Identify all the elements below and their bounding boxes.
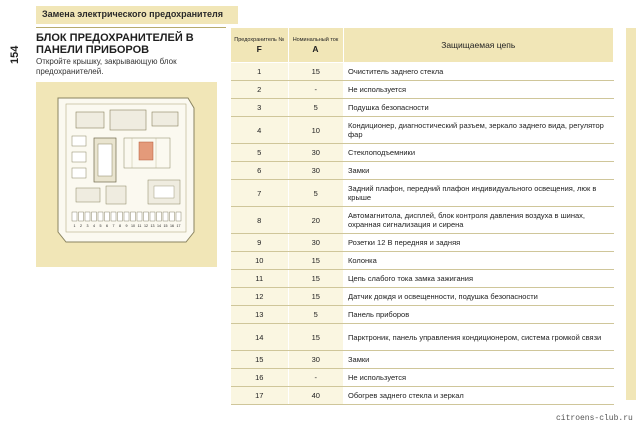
right-edge-stripe <box>626 28 636 400</box>
fuse-number: 6 <box>106 224 108 228</box>
connector-top-left <box>76 112 104 128</box>
fuse-number-cell: 16 <box>231 369 288 387</box>
fuse-slot <box>176 212 181 221</box>
table-row <box>231 63 614 81</box>
fuse-slot <box>105 212 110 221</box>
component-mid-left <box>76 188 100 202</box>
fuse-number: 8 <box>119 224 121 228</box>
component-mid-right-inner <box>154 186 174 198</box>
fuse-number: 14 <box>157 224 161 228</box>
fuse-number-header-unit: F <box>256 43 262 54</box>
rating-cell: 30 <box>288 162 343 180</box>
circuit-cell: Не используется <box>343 369 614 387</box>
fuse-number-cell: 13 <box>231 306 288 324</box>
fuse-number-cell: 3 <box>231 99 288 117</box>
fuse-slot <box>170 212 175 221</box>
table-row <box>231 207 614 234</box>
fuse-number-cell: 17 <box>231 387 288 405</box>
fuse-number: 9 <box>125 224 128 228</box>
circuit-cell: Кондиционер, диагностический разъем, зеркало заднего вида, регулятор фар <box>343 117 614 144</box>
rating-cell: 30 <box>288 144 343 162</box>
fuse-slot <box>137 212 142 221</box>
slot-left-1 <box>72 136 86 146</box>
fuse-number: 1 <box>73 224 76 228</box>
fuse-slot <box>111 212 116 221</box>
fuse-table-header <box>231 28 614 63</box>
table-row <box>231 351 614 369</box>
table-row <box>231 99 614 117</box>
connector-top-mid <box>110 110 146 130</box>
fuse-table <box>231 28 614 405</box>
slot-left-3 <box>72 168 86 178</box>
fuse-number: 2 <box>80 224 82 228</box>
fuse-number: 10 <box>131 224 135 228</box>
fuse-number: 4 <box>93 224 95 228</box>
section-description: Откройте крышку, закрывающую блок предохранителей. <box>36 57 177 76</box>
circuit-cell: Задний плафон, передний плафон индивидуального освещения, люк в крыше <box>343 180 614 207</box>
fuse-number: 3 <box>86 224 89 228</box>
fuse-number-header <box>231 28 288 63</box>
rating-cell: 15 <box>288 288 343 306</box>
circuit-cell: Подушка безопасности <box>343 99 614 117</box>
table-row <box>231 81 614 99</box>
section-title: БЛОК ПРЕДОХРАНИТЕЛЕЙ В ПАНЕЛИ ПРИБОРОВ <box>36 32 194 56</box>
page-number: 154 <box>9 45 21 65</box>
fuse-slot <box>85 212 90 221</box>
fuse-number-cell: 10 <box>231 252 288 270</box>
table-row <box>231 252 614 270</box>
fuse-number: 7 <box>112 224 115 228</box>
page-header <box>36 6 238 24</box>
circuit-cell: Розетки 12 В передняя и задняя <box>343 234 614 252</box>
rating-cell: 40 <box>288 387 343 405</box>
circuit-cell: Колонка <box>343 252 614 270</box>
fuse-number-cell: 1 <box>231 63 288 81</box>
header-divider <box>36 27 226 28</box>
fuse-number-cell: 14 <box>231 324 288 351</box>
circuit-cell: Очиститель заднего стекла <box>343 63 614 81</box>
rating-cell: 10 <box>288 117 343 144</box>
fuse-slot <box>118 212 123 221</box>
rating-header-label: Номинальный ток <box>292 36 339 43</box>
table-row <box>231 387 614 405</box>
fuse-slot <box>163 212 168 221</box>
fuse-row <box>72 212 181 221</box>
fuse-slot <box>79 212 84 221</box>
circuit-cell: Замки <box>343 162 614 180</box>
fuse-number-cell: 2 <box>231 81 288 99</box>
circuit-cell: Датчик дождя и освещенности, подушка безопасности <box>343 288 614 306</box>
rating-header <box>288 28 343 63</box>
slot-left-2 <box>72 152 86 162</box>
rating-cell: 5 <box>288 99 343 117</box>
connector-top-right <box>152 112 178 126</box>
fuse-number-cell: 4 <box>231 117 288 144</box>
table-row <box>231 270 614 288</box>
circuit-cell: Панель приборов <box>343 306 614 324</box>
page-header-title: Замена электрического предохранителя <box>42 9 223 19</box>
rating-cell: 30 <box>288 234 343 252</box>
protected-circuit-header: Защищаемая цепь <box>343 28 614 63</box>
table-row <box>231 180 614 207</box>
rating-cell: 5 <box>288 180 343 207</box>
fuse-number-cell: 7 <box>231 180 288 207</box>
table-row <box>231 324 614 351</box>
rating-cell: 15 <box>288 252 343 270</box>
fuse-slot <box>98 212 103 221</box>
rating-cell: 15 <box>288 324 343 351</box>
fuse-number: 11 <box>137 224 142 228</box>
circuit-cell: Автомагнитола, дисплей, блок контроля давления воздуха в шинах, охранная сигнализация и сирена <box>343 207 614 234</box>
rating-cell: - <box>288 369 343 387</box>
table-row <box>231 144 614 162</box>
fuse-number-cell: 5 <box>231 144 288 162</box>
circuit-cell: Цепь слабого тока замка зажигания <box>343 270 614 288</box>
fuse-number-cell: 15 <box>231 351 288 369</box>
circuit-cell: Обогрев заднего стекла и зеркал <box>343 387 614 405</box>
rating-cell: 20 <box>288 207 343 234</box>
table-row <box>231 288 614 306</box>
rating-cell: 15 <box>288 270 343 288</box>
fuse-number-cell: 6 <box>231 162 288 180</box>
fuse-number: 16 <box>170 224 174 228</box>
circuit-cell: Стеклоподъемники <box>343 144 614 162</box>
table-row <box>231 117 614 144</box>
rating-cell: 30 <box>288 351 343 369</box>
fuse-number: 12 <box>144 224 148 228</box>
circuit-cell: Замки <box>343 351 614 369</box>
fuse-slot <box>144 212 149 221</box>
circuit-cell: Парктроник, панель управления кондиционером, система громкой связи <box>343 324 614 351</box>
fuse-number-header-label: Предохранитель № <box>234 36 285 43</box>
rating-cell: 5 <box>288 306 343 324</box>
fuse-number-cell: 12 <box>231 288 288 306</box>
table-row <box>231 162 614 180</box>
table-row <box>231 369 614 387</box>
rating-header-unit: A <box>312 43 319 54</box>
rating-cell: 15 <box>288 63 343 81</box>
fuse-number: 5 <box>99 224 102 228</box>
table-row <box>231 234 614 252</box>
fuse-number-cell: 9 <box>231 234 288 252</box>
fuse-slot <box>124 212 129 221</box>
fuse-number: 15 <box>163 224 168 228</box>
circuit-cell: Не используется <box>343 81 614 99</box>
fuse-slot <box>72 212 77 221</box>
watermark: citroens-club.ru <box>556 414 633 423</box>
fuse-slot <box>131 212 136 221</box>
fuse-slot <box>157 212 162 221</box>
relay-central-inner <box>98 144 112 176</box>
component-mid-center <box>106 186 126 204</box>
rating-cell: - <box>288 81 343 99</box>
fuse-box-diagram <box>36 82 217 267</box>
fuse-slot <box>150 212 155 221</box>
fuse-number-cell: 11 <box>231 270 288 288</box>
fuse-number-cell: 8 <box>231 207 288 234</box>
fuse-cluster-highlight <box>139 142 153 160</box>
table-row <box>231 306 614 324</box>
fuse-box-illustration <box>36 82 217 267</box>
fuse-slot <box>92 212 97 221</box>
fuse-number: 13 <box>150 224 155 228</box>
fuse-number: 17 <box>176 224 181 228</box>
